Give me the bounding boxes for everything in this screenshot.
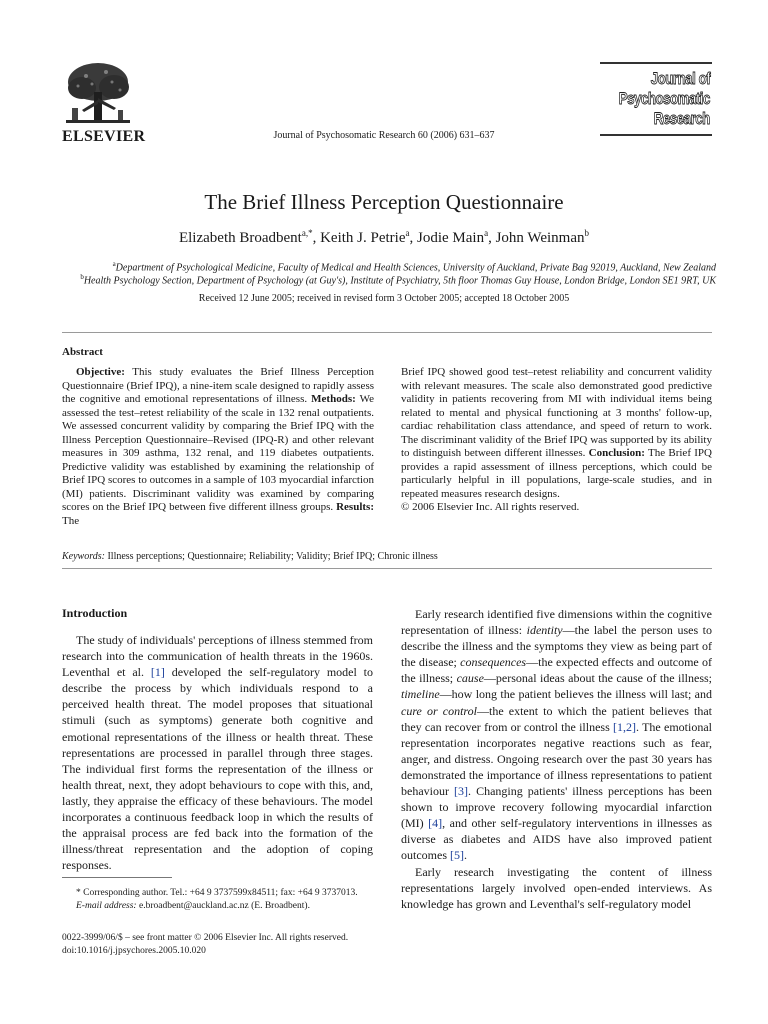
body-text: —the expected effects and outcome of the illness; (401, 655, 712, 686)
front-matter (62, 932, 392, 958)
body-text: . The emotional representation incorporates negative reactions such as fear, anger, and distress. Ongoing research over the past 30 years has demonstrated the importance of illness representations to patient behaviour (401, 719, 712, 799)
author-list: Elizabeth Broadbent$^{a,*}$, Keith J. Petrie$^a$, Jodie Main$^a$, John Weinman$^b$ (178, 228, 590, 246)
corresponding-author-note: * Corresponding author. Tel.: +64 9 3737599x84511; fax: +64 9 3737013. (76, 888, 358, 898)
abstract-heading: Abstract (62, 346, 103, 358)
divider (62, 332, 712, 333)
affiliation-b (56, 273, 716, 286)
article-title: The Brief Illness Perception Questionnaire (204, 190, 564, 214)
abstract-left-column (62, 366, 374, 528)
body-text: —the extent to which the patient believes that they can recover from or control the illness (401, 703, 713, 734)
body-text: Early research identified five dimensions within the cognitive representation of illness: (401, 607, 712, 638)
abstract-text: The (62, 514, 80, 527)
emphasis-term: timeline (401, 687, 440, 702)
abstract-text: We assessed the test–retest reliability of the scale in 132 renal outpatients. We assessed concurrent validity by comparing the Brief IPQ with the Illness Perception Questionnaire–Revised (IPQ-R) and other relevant measures in 309 asthma, 132 renal, and 119 diabetes outpatients. Predictive validity was established by examining the relationship of Brief IPQ scores to outcomes in a sample of 103 myocardial infarction (MI) patients. Discriminant validity was examined by comparing scores on the Brief IPQ between five different illness groups. (62, 393, 374, 513)
divider (62, 568, 712, 569)
emphasis-term: cause (456, 671, 484, 686)
keywords (62, 551, 712, 562)
issn-line: 0022-3999/06/$ – see front matter © 2006 Elsevier Inc. All rights reserved. (62, 933, 349, 943)
publisher-name: ELSEVIER (62, 128, 146, 145)
body-text: —personal ideas about the cause of the illness; (483, 671, 713, 686)
affiliation-mark: a (112, 260, 116, 268)
abstract-section-label: Methods: (311, 393, 356, 405)
copyright-notice: © 2006 Elsevier Inc. All rights reserved. (401, 501, 580, 513)
body-text: —the label the person uses to describe the illness and the symptoms they view as being part of the disease; (401, 623, 713, 670)
emphasis-term: cure or control (401, 703, 477, 718)
email-label: E-mail address: (76, 901, 137, 911)
affiliation-text: Department of Psychological Medicine, Faculty of Medical and Health Sciences, University of Auckland, Private Bag 92019, Auckland, New Zealand (115, 262, 716, 274)
abstract-right-column (401, 366, 712, 515)
footnote-divider (62, 877, 172, 878)
journal-logo-line: Journal of (650, 69, 710, 88)
footnote (62, 887, 382, 913)
author-name: Keith J. Petrie (320, 230, 406, 246)
author-affiliation-mark: a (405, 228, 410, 238)
journal-logo-line: Psychosomatic (618, 89, 710, 108)
body-text: , and other self-regulatory interventions in illnesses as diverse as diabetes and AIDS have also improved patient outcomes (401, 816, 712, 863)
abstract-section-label: Objective: (76, 366, 125, 378)
body-text: —how long the patient believes the illness will last; and (439, 687, 712, 702)
citation-link[interactable]: [1] (150, 665, 165, 680)
section-heading-introduction: Introduction (62, 606, 128, 620)
citation-link[interactable]: [1,2] (613, 719, 637, 734)
paragraph (401, 864, 712, 912)
author-affiliation-mark: b (584, 228, 590, 238)
author-affiliation-mark: a,* (301, 228, 313, 238)
journal-logo-line: Research (654, 109, 710, 128)
elsevier-tree-logo (62, 60, 134, 128)
emphasis-term: consequences (460, 655, 527, 670)
abstract-text: This study evaluates the Brief Illness Perception Questionnaire (Brief IPQ), a nine-item scale designed to rapidly assess the cognitive and emotional representations of illness. (62, 366, 374, 405)
body-text: . Changing patients' illness perceptions has been shown to improve recovery following myocardial infarction (MI) (401, 784, 713, 831)
doi-line[interactable]: doi:10.1016/j.jpsychores.2005.10.020 (62, 946, 206, 956)
body-text: Early research investigating the content of illness representations largely involved open-ended interviews. As knowledge has grown and Leventhal's self-regulatory model (401, 864, 712, 911)
author-name: Elizabeth Broadbent (178, 230, 302, 246)
paragraph (401, 606, 712, 864)
author-name: Jodie Main (417, 230, 485, 246)
body-right-column (401, 606, 712, 912)
abstract-section-label: Conclusion: (588, 447, 645, 459)
abstract-text: The Brief IPQ provides a rapid assessment of illness perceptions, which could be particularly helpful in ill populations, large-scale studies, and in repeated measures research designs. (401, 447, 712, 500)
keywords-label: Keywords: (62, 551, 105, 562)
emphasis-term: identity (526, 623, 563, 638)
email-address[interactable]: e.broadbent@auckland.ac.nz (E. Broadbent). (136, 901, 310, 911)
body-text: developed the self-regulatory model to describe the process by which individuals respond to a perceived health threat. The model proposes that situational stimuli (such as symptoms) generate both cognitive and emotional representations of the illness or health threat. These representations are processed in parallel through three stages. The individual first forms the representation of the illness or health threat, next, they adopt behaviours to cope with this, and, lastly, they appraise the efficacy of these behaviours. The model incorporates a continuous feedback loop in which the results of the appraisal process are fed back into the formation of the illness/threat representation and the adoption of coping responses. (62, 665, 374, 873)
affiliation-text: Health Psychology Section, Department of Psychology (at Guy's), Institute of Psychiatry, 5th floor Thomas Guy House, London Bridge, London SE1 9RT, UK (83, 275, 716, 287)
abstract-section-label: Results: (336, 501, 374, 513)
citation-link[interactable]: [5] (450, 848, 464, 863)
keywords-list: Illness perceptions; Questionnaire; Reliability; Validity; Brief IPQ; Chronic illness (104, 551, 438, 562)
journal-logo (600, 62, 712, 136)
author-name: John Weinman (495, 230, 585, 246)
citation-link[interactable]: [4] (428, 816, 443, 831)
body-text: The study of individuals' perceptions of illness stemmed from research into the communication of health threats in the 1960s. Leventhal et al. (62, 633, 373, 680)
journal-citation: Journal of Psychosomatic Research 60 (2006) 631–637 (273, 130, 495, 141)
citation-link[interactable]: [3] (454, 784, 469, 799)
abstract-text: Brief IPQ showed good test–retest reliability and concurrent validity with relevant measures. The scale also demonstrated good predictive validity in patients recovering from MI with individual items being related to mental and physical functioning at 3 months' follow-up, cardiac rehabilitation class attendance, and speed of return to work. The discriminant validity of the Brief IPQ was supported by its ability to distinguish between different illnesses. (401, 366, 712, 459)
body-text: . (464, 848, 467, 863)
affiliation-a (56, 260, 716, 273)
affiliation-mark: b (80, 273, 84, 281)
article-dates: Received 12 June 2005; received in revised form 3 October 2005; accepted 18 October 2005 (198, 293, 570, 304)
body-left-column (62, 632, 373, 873)
author-affiliation-mark: a (484, 228, 489, 238)
